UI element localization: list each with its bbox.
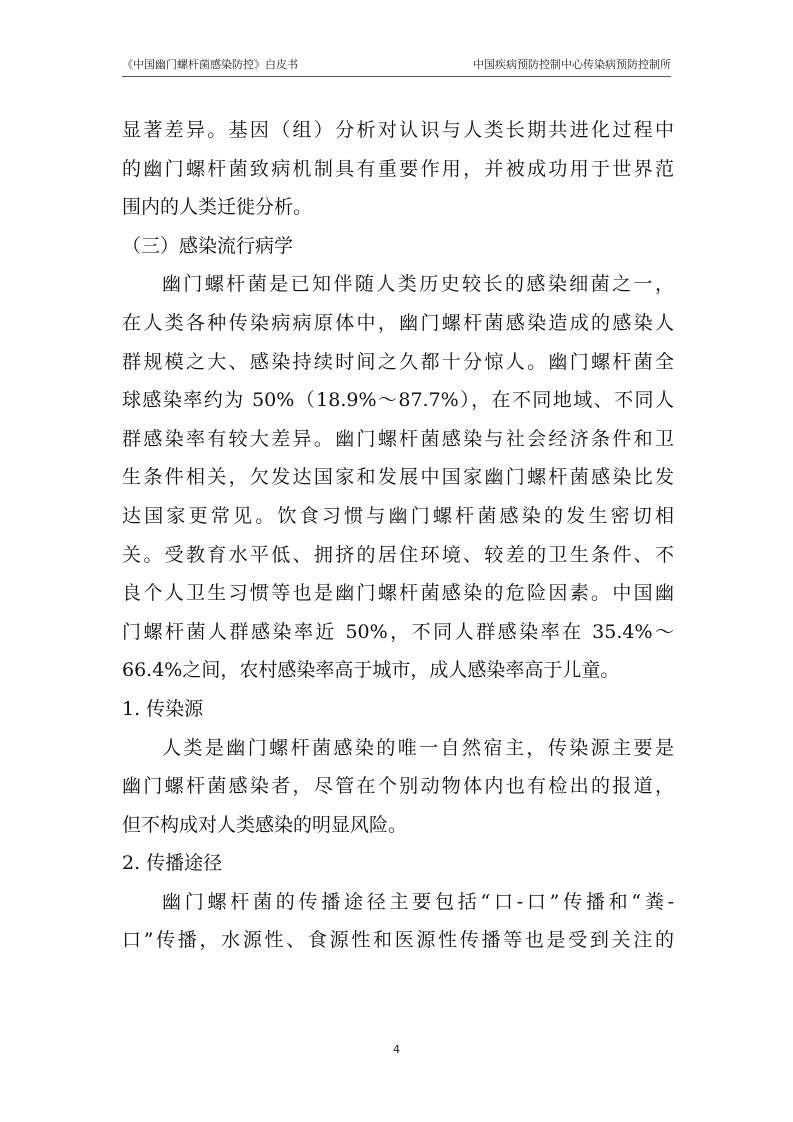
paragraph-continuation xyxy=(122,111,674,227)
text-line: 口”传播，水源性、食源性和医源性传播等也是受到关注的 xyxy=(122,929,674,952)
paragraph xyxy=(122,729,674,845)
text-line: 幽门螺杆菌是已知伴随人类历史较长的感染细菌之一， xyxy=(162,273,674,296)
text-line: 的幽门螺杆菌致病机制具有重要作用，并被成功用于世界范 xyxy=(122,157,674,180)
text-line: 66.4%之间，农村感染率高于城市，成人感染率高于儿童。 xyxy=(122,659,620,682)
text-line: 幽门螺杆菌感染者，尽管在个别动物体内也有检出的报道， xyxy=(122,775,674,798)
text-line: 显著差异。基因（组）分析对认识与人类长期共进化过程中 xyxy=(122,119,674,141)
header-document-title: 《中国幽门螺杆菌感染防控》白皮书 xyxy=(122,58,298,71)
text-line: 生条件相关，欠发达国家和发展中国家幽门螺杆菌感染比发 xyxy=(122,466,674,489)
document-body xyxy=(122,111,674,960)
text-line: 群规模之大、感染持续时间之久都十分惊人。幽门螺杆菌全 xyxy=(122,350,674,373)
section-heading: 2. 传播途径 xyxy=(122,852,223,875)
text-line: 围内的人类迁徙分析。 xyxy=(122,196,313,219)
text-line: 但不构成对人类感染的明显风险。 xyxy=(122,813,408,836)
paragraph xyxy=(122,883,674,960)
section-heading: 1. 传染源 xyxy=(122,697,204,720)
header-divider xyxy=(122,76,671,77)
text-line: 门螺杆菌人群感染率近 50%，不同人群感染率在 35.4%～ xyxy=(122,620,674,643)
text-line: 关。受教育水平低、拥挤的居住环境、较差的卫生条件、不 xyxy=(122,543,674,566)
section-heading: （三）感染流行病学 xyxy=(122,234,294,257)
page-number: 4 xyxy=(393,1043,400,1056)
text-line: 在人类各种传染病病原体中，幽门螺杆菌感染造成的感染人 xyxy=(122,311,674,334)
header-organization: 中国疾病预防控制中心传染病预防控制所 xyxy=(473,58,671,71)
text-line: 群感染率有较大差异。幽门螺杆菌感染与社会经济条件和卫 xyxy=(122,427,674,450)
text-line: 达国家更常见。饮食习惯与幽门螺杆菌感染的发生密切相 xyxy=(122,504,674,527)
text-line: 幽门螺杆菌的传播途径主要包括“口-口”传播和“粪- xyxy=(162,890,674,913)
paragraph xyxy=(122,265,674,690)
text-line: 良个人卫生习惯等也是幽门螺杆菌感染的危险因素。中国幽 xyxy=(122,582,674,605)
text-line: 人类是幽门螺杆菌感染的唯一自然宿主，传染源主要是 xyxy=(162,736,674,759)
text-line: 球感染率约为 50%（18.9%～87.7%），在不同地域、不同人 xyxy=(122,389,674,412)
